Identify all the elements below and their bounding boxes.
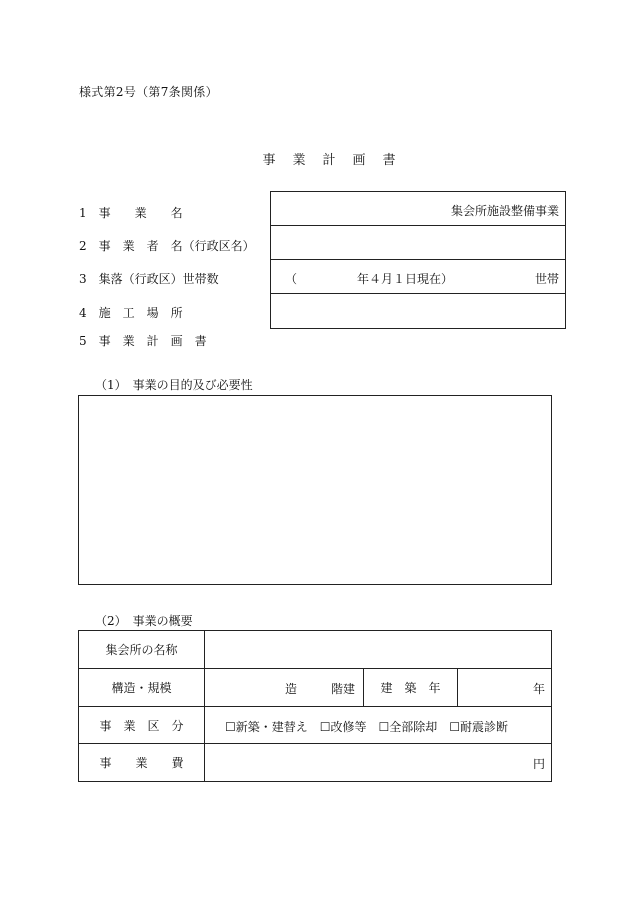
- cost-label: 事 業 費: [79, 744, 205, 781]
- item-2-label: 2 事 業 者 名（行政区名）: [79, 239, 255, 253]
- section-1-heading: （1） 事業の目的及び必要性: [95, 378, 253, 392]
- hall-name-label: 集会所の名称: [79, 631, 205, 668]
- category-label: 事 業 区 分: [79, 707, 205, 743]
- year-suffix: 年: [532, 682, 545, 696]
- cost-row: [79, 744, 551, 781]
- section-2-heading: （2） 事業の概要: [95, 614, 193, 628]
- basic-info-table: [270, 191, 566, 329]
- scale-row: [79, 669, 551, 707]
- scale-label: 構造・規模: [79, 669, 205, 706]
- item-3-label: 3 集落（行政区）世帯数: [79, 272, 219, 286]
- cost-suffix: 円: [532, 757, 545, 771]
- document-title: 事 業 計 画 書: [262, 153, 398, 168]
- applicant-field[interactable]: [271, 226, 565, 260]
- location-field[interactable]: [271, 294, 565, 328]
- item-1-label: 1 事 業 名: [79, 206, 183, 220]
- hall-name-row: [79, 631, 551, 669]
- item-5-label: 5 事 業 計 画 書: [79, 334, 207, 348]
- form-number: 様式第2号（第7条関係）: [79, 85, 218, 99]
- category-checkboxes[interactable]: ☐新築・建替え ☐改修等 ☐全部除却 ☐耐震診断: [225, 720, 509, 734]
- item-4-label: 4 施 工 場 所: [79, 306, 183, 320]
- household-paren: （: [285, 272, 298, 286]
- household-unit: 世帯: [534, 272, 559, 286]
- purpose-textarea[interactable]: [78, 395, 552, 585]
- household-date-text: 年４月１日現在）: [357, 272, 454, 286]
- project-name-field[interactable]: [271, 192, 565, 226]
- category-row: [79, 707, 551, 744]
- cost-input[interactable]: [206, 744, 551, 781]
- structure-suffix: 造: [285, 682, 298, 696]
- overview-table: [78, 630, 552, 782]
- hall-name-input[interactable]: [206, 631, 551, 668]
- household-count-field[interactable]: [271, 260, 565, 294]
- project-name-value: 集会所施設整備事業: [450, 204, 559, 218]
- floors-suffix: 階建: [331, 682, 356, 696]
- built-year-label: 建 築 年: [380, 681, 441, 695]
